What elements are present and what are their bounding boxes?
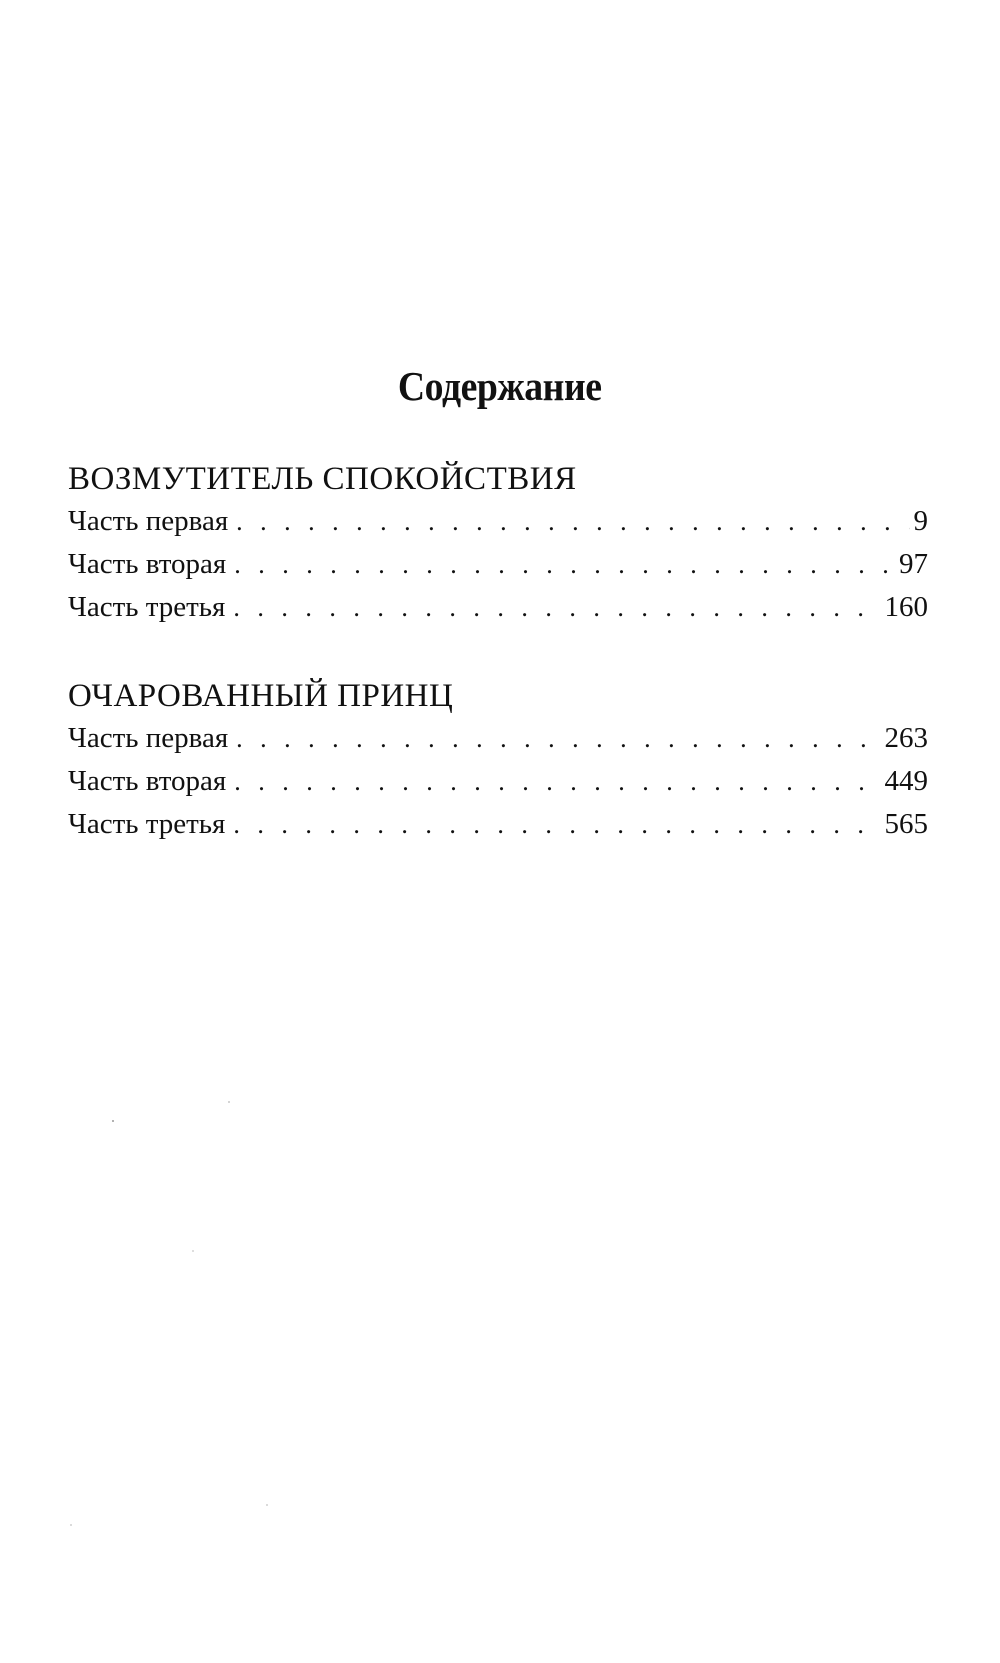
- scan-speck: [70, 1524, 72, 1526]
- dot-leader: [236, 717, 880, 760]
- toc-entry-page: 263: [884, 722, 928, 754]
- scan-speck: [192, 1250, 194, 1252]
- toc-entry-page: 160: [884, 591, 928, 623]
- toc-entry[interactable]: [68, 500, 928, 543]
- dot-leader: [234, 760, 880, 803]
- section-heading: ВОЗМУТИТЕЛЬ СПОКОЙСТВИЯ: [68, 461, 577, 497]
- toc-entry[interactable]: [68, 586, 928, 629]
- toc-entries: [68, 500, 928, 629]
- toc-entry[interactable]: [68, 717, 928, 760]
- dot-leader: [234, 543, 895, 586]
- toc-entry-label: Часть вторая: [68, 548, 227, 580]
- scan-speck: [228, 1101, 230, 1103]
- toc-entry-page: 565: [884, 808, 928, 840]
- toc-entry-page: 449: [884, 765, 928, 797]
- toc-entry-label: Часть первая: [68, 505, 229, 537]
- toc-entry[interactable]: [68, 803, 928, 846]
- scan-speck: [266, 1504, 268, 1506]
- toc-entry-label: Часть третья: [68, 808, 226, 840]
- toc-entries: [68, 717, 928, 846]
- page-title: Содержание: [397, 363, 602, 409]
- toc-section-2: [68, 675, 928, 846]
- toc-entry-label: Часть первая: [68, 722, 229, 754]
- dot-leader: [233, 803, 880, 846]
- toc-entry-label: Часть третья: [68, 591, 226, 623]
- scan-speck: [112, 1120, 114, 1122]
- dot-leader: [233, 586, 880, 629]
- toc-entry[interactable]: [68, 543, 928, 586]
- toc-entry-page: 9: [913, 505, 928, 537]
- toc-section-1: [68, 458, 928, 629]
- toc-entry-label: Часть вторая: [68, 765, 227, 797]
- toc-entry-page: 97: [899, 548, 928, 580]
- toc-entry[interactable]: [68, 760, 928, 803]
- section-heading: ОЧАРОВАННЫЙ ПРИНЦ: [68, 678, 454, 714]
- dot-leader: [236, 500, 909, 543]
